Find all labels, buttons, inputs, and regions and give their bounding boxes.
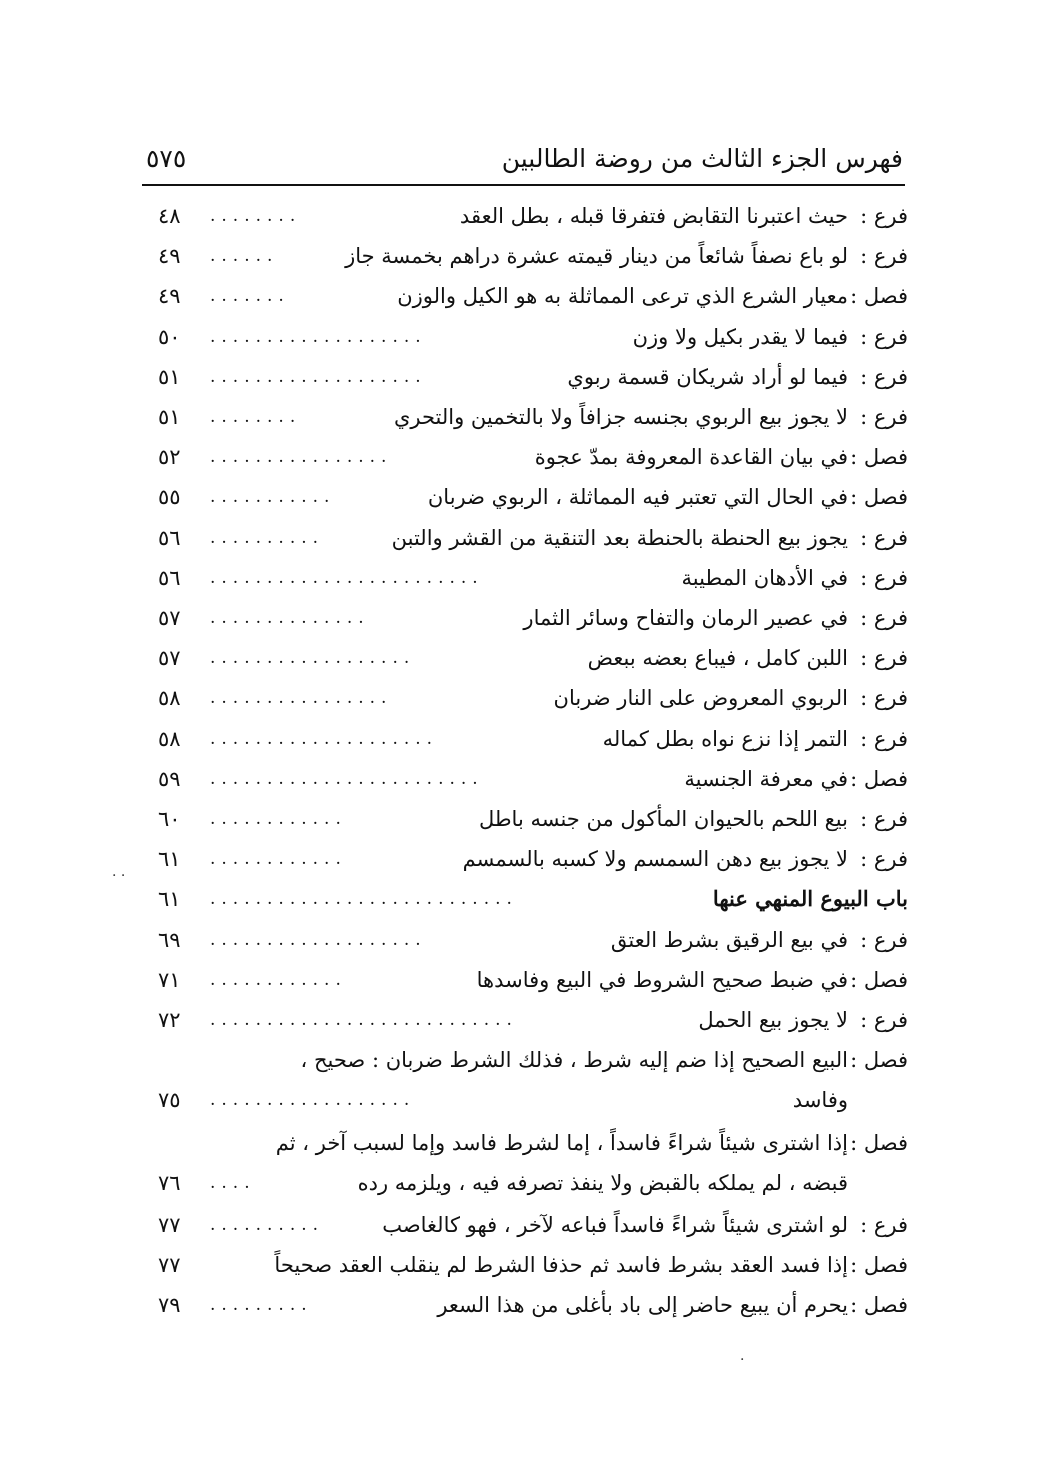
leader-dots: ................... (210, 366, 427, 387)
toc-entry (150, 1245, 908, 1285)
entry-title: فيما لو أراد شريكان قسمة ربوي (567, 364, 848, 389)
entry-page-number: ٦٩ (158, 927, 181, 952)
toc-entry (150, 1040, 908, 1120)
entry-title-continued: قبضه ، لم يملكه بالقبض ولا ينفذ تصرفه فيه ، ويلزمه رده (357, 1170, 848, 1195)
header-title: فهرس الجزء الثالث من روضة الطالبين (501, 144, 903, 173)
entry-label: فصل : (850, 1253, 908, 1278)
leader-dots: ......... (210, 1295, 313, 1316)
entry-label: فرع : (860, 1213, 908, 1238)
entry-page-number: ٧١ (158, 967, 181, 992)
entry-label: فصل : (850, 284, 908, 309)
entry-label: فرع : (860, 405, 908, 429)
entry-label: فرع : (860, 646, 908, 671)
leader-dots: ................... (210, 929, 427, 950)
entry-label: فرع : (860, 565, 908, 590)
entry-page-number: ٤٩ (158, 284, 181, 309)
leader-dots: .......... (210, 527, 325, 548)
entry-title: لا يجوز بيع الربوي بجنسه جزافاً ولا بالتخمين والتحري (393, 405, 848, 429)
toc-entry (150, 638, 908, 678)
entry-title: في عصير الرمان والتفاح وسائر الثمار (523, 606, 848, 630)
toc-entry (150, 317, 908, 357)
toc-entry (150, 196, 908, 236)
entry-title: في ضبط صحيح الشروط في البيع وفاسدها (476, 967, 848, 992)
toc-entry (150, 839, 908, 879)
entry-title: بيع اللحم بالحيوان المأكول من جنسه باطل (478, 807, 848, 831)
toc-entry (150, 920, 908, 960)
leader-dots: ....... (210, 286, 290, 307)
leader-dots: .................... (210, 728, 439, 749)
leader-dots: ............ (210, 809, 347, 829)
entry-page-number: ٥٥ (158, 485, 181, 510)
entry-title: في بيع الرقيق بشرط العتق (610, 927, 848, 952)
entry-page-number: ٥٧ (158, 646, 181, 671)
stray-mark: · (740, 1352, 745, 1368)
toc-entry (150, 598, 908, 638)
leader-dots: .................. (210, 1090, 416, 1111)
entry-page-number: ٥٦ (158, 565, 181, 590)
entry-page-number: ٥٦ (158, 525, 181, 550)
toc-entry (150, 518, 908, 558)
entry-label: فرع : (860, 204, 908, 228)
entry-page-number: ٥٠ (158, 324, 181, 349)
toc-entry (150, 357, 908, 397)
entry-title: إذا اشترى شيئاً شراءً فاسداً ، إما لشرط فاسد وإما لسبب آخر ، ثم (275, 1130, 848, 1155)
entry-page-number: ٥٨ (158, 726, 181, 751)
entry-page-number: ٥٩ (158, 766, 181, 791)
entry-page-number: ٥٢ (158, 445, 181, 470)
entry-page-number: ٧٧ (158, 1253, 181, 1278)
entry-label: فرع : (860, 244, 908, 269)
leader-dots: ...... (210, 246, 279, 267)
entry-label: فصل : (850, 766, 908, 791)
entry-title: في الحال التي تعتبر فيه المماثلة ، الربوي ضربان (427, 485, 848, 510)
entry-title-continued: وفاسد (792, 1088, 848, 1113)
toc-entry (150, 276, 908, 316)
entry-title: إذا فسد العقد بشرط فاسد ثم حذفا الشرط لم ينقلب العقد صحيحاً (274, 1253, 848, 1278)
entry-page-number: ٥٧ (158, 606, 181, 630)
entry-title: يحرم أن يبيع حاضر إلى باد بأغلى من هذا السعر (437, 1293, 848, 1318)
entry-page-number: ٦١ (158, 887, 181, 912)
leader-dots: ........ (210, 407, 302, 427)
entry-title: لا يجوز بيع دهن السمسم ولا كسبه بالسمسم (462, 847, 848, 872)
toc-entry (150, 1000, 908, 1040)
toc-entry (150, 397, 908, 437)
entry-label: فصل : (850, 1293, 908, 1318)
entry-page-number: ٥١ (158, 405, 181, 429)
entry-label: فرع : (860, 525, 908, 550)
entry-label: فرع : (860, 1008, 908, 1032)
header-page-number: ٥٧٥ (146, 144, 187, 173)
toc-entry (150, 799, 908, 839)
entry-page-number: ٧٦ (158, 1170, 181, 1195)
entry-label: فرع : (860, 807, 908, 831)
toc-entry (150, 477, 908, 517)
entry-page-number: ٧٢ (158, 1008, 181, 1032)
toc-entry (150, 719, 908, 759)
entry-label: فصل : (850, 1130, 908, 1155)
entry-title: في بيان القاعدة المعروفة بمدّ عجوة (534, 445, 848, 470)
entry-label: فرع : (860, 927, 908, 952)
entry-page-number: ٧٩ (158, 1293, 181, 1318)
leader-dots: ................ (210, 688, 393, 709)
leader-dots: ........................... (210, 1010, 518, 1030)
toc-entry (150, 1285, 908, 1325)
entry-title: التمر إذا نزع نواه بطل كماله (602, 726, 848, 751)
leader-dots: ........................ (210, 567, 484, 588)
entry-label: فرع : (860, 606, 908, 630)
table-of-contents (150, 0, 908, 1477)
entry-title: في الأدهان المطيبة (681, 565, 848, 590)
toc-entry (150, 678, 908, 718)
entry-label: فرع : (860, 686, 908, 711)
entry-label: فصل : (850, 485, 908, 510)
entry-page-number: ٦١ (158, 847, 181, 872)
toc-entry (150, 558, 908, 598)
entry-title: فيما لا يقدر بكيل ولا وزن (632, 324, 848, 349)
entry-label: فصل : (850, 445, 908, 470)
entry-title: اللبن كامل ، فيباع بعضه ببعض (587, 646, 848, 671)
leader-dots: ............ (210, 849, 347, 870)
toc-entry (150, 437, 908, 477)
toc-entry (150, 236, 908, 276)
entry-page-number: ٤٩ (158, 244, 181, 269)
entry-title: لو اشترى شيئاً شراءً فاسداً فباعه لآخر ، فهو كالغاصب (382, 1213, 848, 1238)
entry-title: يجوز بيع الحنطة بالحنطة بعد التنقية من القشر والتبن (391, 525, 848, 550)
toc-entry (150, 1205, 908, 1245)
toc-entry (150, 960, 908, 1000)
entry-page-number: ٥٨ (158, 686, 181, 711)
entry-title: لا يجوز بيع الحمل (698, 1008, 848, 1032)
entry-title: باب البيوع المنهي عنها (712, 886, 908, 912)
leader-dots: ............ (210, 969, 347, 990)
toc-entry (150, 1123, 908, 1203)
entry-title: لو باع نصفاً شائعاً من دينار قيمته عشرة دراهم بخمسة جاز (345, 244, 848, 269)
leader-dots: ........ (210, 206, 302, 226)
entry-label: فصل : (850, 967, 908, 992)
leader-dots: ........................... (210, 889, 518, 910)
entry-title: حيث اعتبرنا التقابض فتفرقا قبله ، بطل العقد (459, 204, 848, 228)
leader-dots: ........................ (210, 768, 484, 789)
leader-dots: ................... (210, 326, 427, 347)
entry-label: فصل : (850, 1048, 908, 1073)
leader-dots: .......... (210, 1215, 325, 1236)
stray-mark: · · (112, 868, 126, 884)
entry-title: الربوي المعروض على النار ضربان (553, 686, 848, 711)
leader-dots: ................ (210, 447, 393, 468)
entry-label: فرع : (860, 847, 908, 872)
entry-page-number: ٧٧ (158, 1213, 181, 1238)
entry-page-number: ٦٠ (158, 807, 181, 831)
entry-title: في معرفة الجنسية (684, 766, 848, 791)
entry-label: فرع : (860, 324, 908, 349)
entry-page-number: ٤٨ (158, 204, 181, 228)
entry-label: فرع : (860, 364, 908, 389)
leader-dots: ........... (210, 487, 336, 508)
leader-dots: .... (210, 1172, 256, 1193)
entry-label: فرع : (860, 726, 908, 751)
leader-dots: .............. (210, 608, 370, 628)
entry-title: معيار الشرع الذي ترعى المماثلة به هو الكيل والوزن (397, 284, 848, 309)
entry-page-number: ٧٥ (158, 1088, 181, 1113)
entry-title: البيع الصحيح إذا ضم إليه شرط ، فذلك الشرط ضربان : صحيح ، (300, 1048, 848, 1073)
entry-page-number: ٥١ (158, 364, 181, 389)
toc-entry (150, 759, 908, 799)
leader-dots: .................. (210, 648, 416, 669)
toc-entry (150, 879, 908, 919)
